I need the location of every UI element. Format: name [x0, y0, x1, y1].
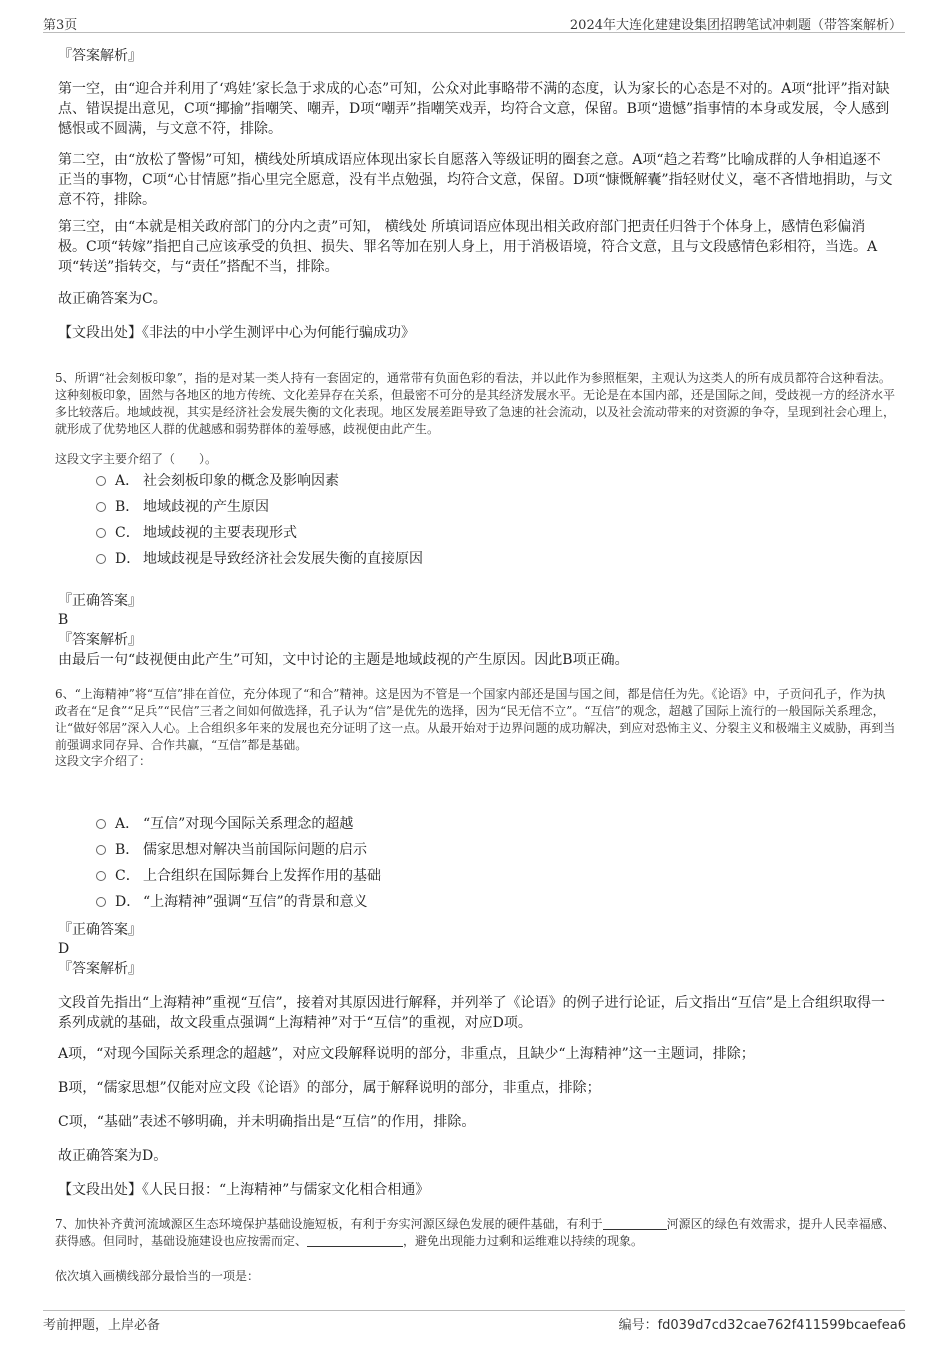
q6-option-a[interactable] [96, 814, 353, 834]
q5-option-b[interactable] [96, 497, 269, 517]
code-value: fd039d7cd32cae762f411599bcaefea6 [657, 1318, 906, 1333]
q5-option-d[interactable] [96, 549, 423, 569]
q6-analysis-para-2: A项，“对现今国际关系理念的超越”，对应文段解释说明的部分，非重点，且缺少“上海精神”这一主题词，排除； [58, 1046, 755, 1062]
option-letter: D． [115, 894, 141, 910]
option-letter: B． [115, 842, 140, 858]
radio-icon[interactable] [96, 845, 106, 855]
option-text: 社会刻板印象的概念及影响因素 [143, 473, 339, 489]
q5-option-c[interactable] [96, 523, 297, 543]
option-letter: A． [115, 473, 140, 489]
option-letter: C． [115, 868, 140, 884]
q4-source: 【文段出处】《非法的中小学生测评中心为何能行骗成功》 [58, 325, 415, 341]
q7-blank-2 [307, 1234, 403, 1247]
q6-answer: D [58, 941, 70, 957]
q6-prompt: 这段文字介绍了： [55, 754, 152, 768]
q6-stem: 6、“上海精神”将“互信”排在首位，充分体现了“和合”精神。这是因为不管是一个国家内部还是国与国之间，都是信任为先。《论语》中，子贡问孔子，作为执政者在“足食”“足兵”“民信”三者之间如何做选择，孔子认为“信”是优先的选择，因为“民无信不立”。“互信”的观念，超越了国际上流行的一般国际关系理念，让“做好邻居”深入人心。上合组织多年来的发展也充分证明了这一点。从最开始对于边界问题的成功解决，到应对恐怖主义、分裂主义和极端主义威胁，再到当前强调求同存异、合作共赢，“互信”都是基础。 [55, 687, 896, 752]
radio-icon[interactable] [96, 528, 106, 538]
option-letter: C． [115, 525, 140, 541]
option-text: “互信”对现今国际关系理念的超越 [143, 816, 354, 832]
q6-source: 【文段出处】《人民日报：“上海精神”与儒家文化相合相通》 [58, 1182, 430, 1198]
radio-icon[interactable] [96, 502, 106, 512]
code-label: 编号： [618, 1318, 658, 1333]
document-code [619, 1314, 906, 1333]
q6-analysis-para-1: 文段首先指出“上海精神”重视“互信”，接着对其原因进行解释，并列举了《论语》的例子进行论证，后文指出“互信”是上合组织取得一系列成就的基础，故文段重点强调“上海精神”对于“互信”的重视，对应D项。 [58, 995, 885, 1031]
q5-answer: B [58, 612, 69, 628]
page-number: 第3页 [43, 18, 78, 33]
q5-stem: 5、所谓“社会刻板印象”，指的是对某一类人持有一套固定的，通常带有负面色彩的看法，并以此作为参照框架，主观认为这类人的所有成员都符合这种看法。这种刻板印象，固然与各地区的地方传统、文化差异存在关系，但最密不可分的是其经济发展水平。无论是在本国内部，还是国际之间，受歧视一方的经济水平多比较落后。地域歧视，其实是经济社会发展失衡的文化表现。地区发展差距导致了急速的社会流动，以及社会流动带来的对资源的争夺，呈现到社会心理上，就形成了优势地区人群的优越感和弱势群体的羞辱感，歧视便由此产生。 [55, 371, 896, 436]
option-text: 地域歧视的主要表现形式 [143, 525, 297, 541]
radio-icon[interactable] [96, 554, 106, 564]
footer-motto: 考前押题，上岸必备 [43, 1318, 161, 1333]
radio-icon[interactable] [96, 897, 106, 907]
q6-analysis-label: 『答案解析』 [58, 961, 142, 977]
option-text: 儒家思想对解决当前国际问题的启示 [143, 842, 367, 858]
q4-analysis-para-2: 第二空，由“放松了警惕”可知，横线处所填成语应体现出家长自愿落入等级证明的圈套之意。A项“趋之若骛”比喻成群的人争相追逐不正当的事物，C项“心甘情愿”指心里完全愿意，没有半点勉强，均符合文意，保留。D项“慷慨解囊”指轻财仗义，毫不吝惜地捐助，与文意不符，排除。 [58, 152, 893, 208]
q7-stem-part-2: 河源区的绿色有效需求，提升人民幸福感、获得感。但同时，基础设施建设也应按需而定、 [55, 1217, 895, 1248]
q5-prompt: 这段文字主要介绍了（ ）。 [55, 452, 218, 466]
footer-divider [43, 1310, 905, 1311]
option-text: “上海精神”强调“互信”的背景和意义 [143, 894, 368, 910]
q7-prompt: 依次填入画横线部分最恰当的一项是： [55, 1269, 260, 1283]
q6-analysis-para-4: C项，“基础”表述不够明确，并未明确指出是“互信”的作用，排除。 [58, 1114, 476, 1130]
q7-blank-1 [603, 1217, 667, 1230]
q7-stem [55, 1216, 897, 1250]
document-title: 2024年大连化建建设集团招聘笔试冲刺题（带答案解析） [569, 18, 902, 33]
option-text: 地域歧视是导致经济社会发展失衡的直接原因 [143, 551, 423, 567]
q6-option-c[interactable] [96, 866, 381, 886]
radio-icon[interactable] [96, 819, 106, 829]
q4-conclusion: 故正确答案为C。 [58, 291, 167, 307]
option-letter: A． [115, 816, 140, 832]
q5-option-a[interactable] [96, 471, 339, 491]
option-letter: D． [115, 551, 141, 567]
q4-analysis-para-3: 第三空，由“本就是相关政府部门的分内之责”可知， 横线处 所填词语应体现出相关政府部门把责任归咎于个体身上，感情色彩偏消极。C项“转嫁”指把自己应该承受的负担、损失、罪名等加在别人身上，用于消极语境，符合文意，且与文段感情色彩相符，当选。A项“转送”指转交，与“责任”搭配不当，排除。 [58, 219, 878, 275]
q5-analysis: 由最后一句“歧视便由此产生”可知，文中讨论的主题是地域歧视的产生原因。因此B项正确。 [58, 652, 629, 668]
q6-conclusion: 故正确答案为D。 [58, 1148, 168, 1164]
q6-analysis-para-3: B项，“儒家思想”仅能对应文段《论语》的部分，属于解释说明的部分，非重点，排除； [58, 1080, 601, 1096]
option-text: 上合组织在国际舞台上发挥作用的基础 [143, 868, 381, 884]
option-letter: B． [115, 499, 140, 515]
q4-analysis-para-1: 第一空，由“迎合并利用了‘鸡娃’家长急于求成的心态”可知，公众对此事略带不满的态度，认为家长的心态是不对的。A项“批评”指对缺点、错误提出意见，C项“揶揄”指嘲笑、嘲弄，D项“嘲弄”指嘲笑戏弄，均符合文意，保留。B项“遗憾”指事情的本身或发展，令人感到憾恨或不圆满，与文意不符，排除。 [58, 81, 890, 137]
q5-answer-label: 『正确答案』 [58, 593, 142, 609]
option-text: 地域歧视的产生原因 [143, 499, 269, 515]
q4-analysis-label: 『答案解析』 [58, 48, 142, 64]
q6-option-b[interactable] [96, 840, 367, 860]
q5-analysis-label: 『答案解析』 [58, 632, 142, 648]
header-divider [43, 32, 905, 33]
q7-stem-part-3: ，避免出现能力过剩和运维难以持续的现象。 [403, 1234, 644, 1248]
q6-answer-label: 『正确答案』 [58, 922, 142, 938]
q6-option-d[interactable] [96, 892, 368, 912]
q7-stem-part-1: 7、加快补齐黄河流域源区生态环境保护基础设施短板，有利于夯实河源区绿色发展的硬件基础，有利于 [55, 1217, 603, 1231]
radio-icon[interactable] [96, 871, 106, 881]
radio-icon[interactable] [96, 476, 106, 486]
